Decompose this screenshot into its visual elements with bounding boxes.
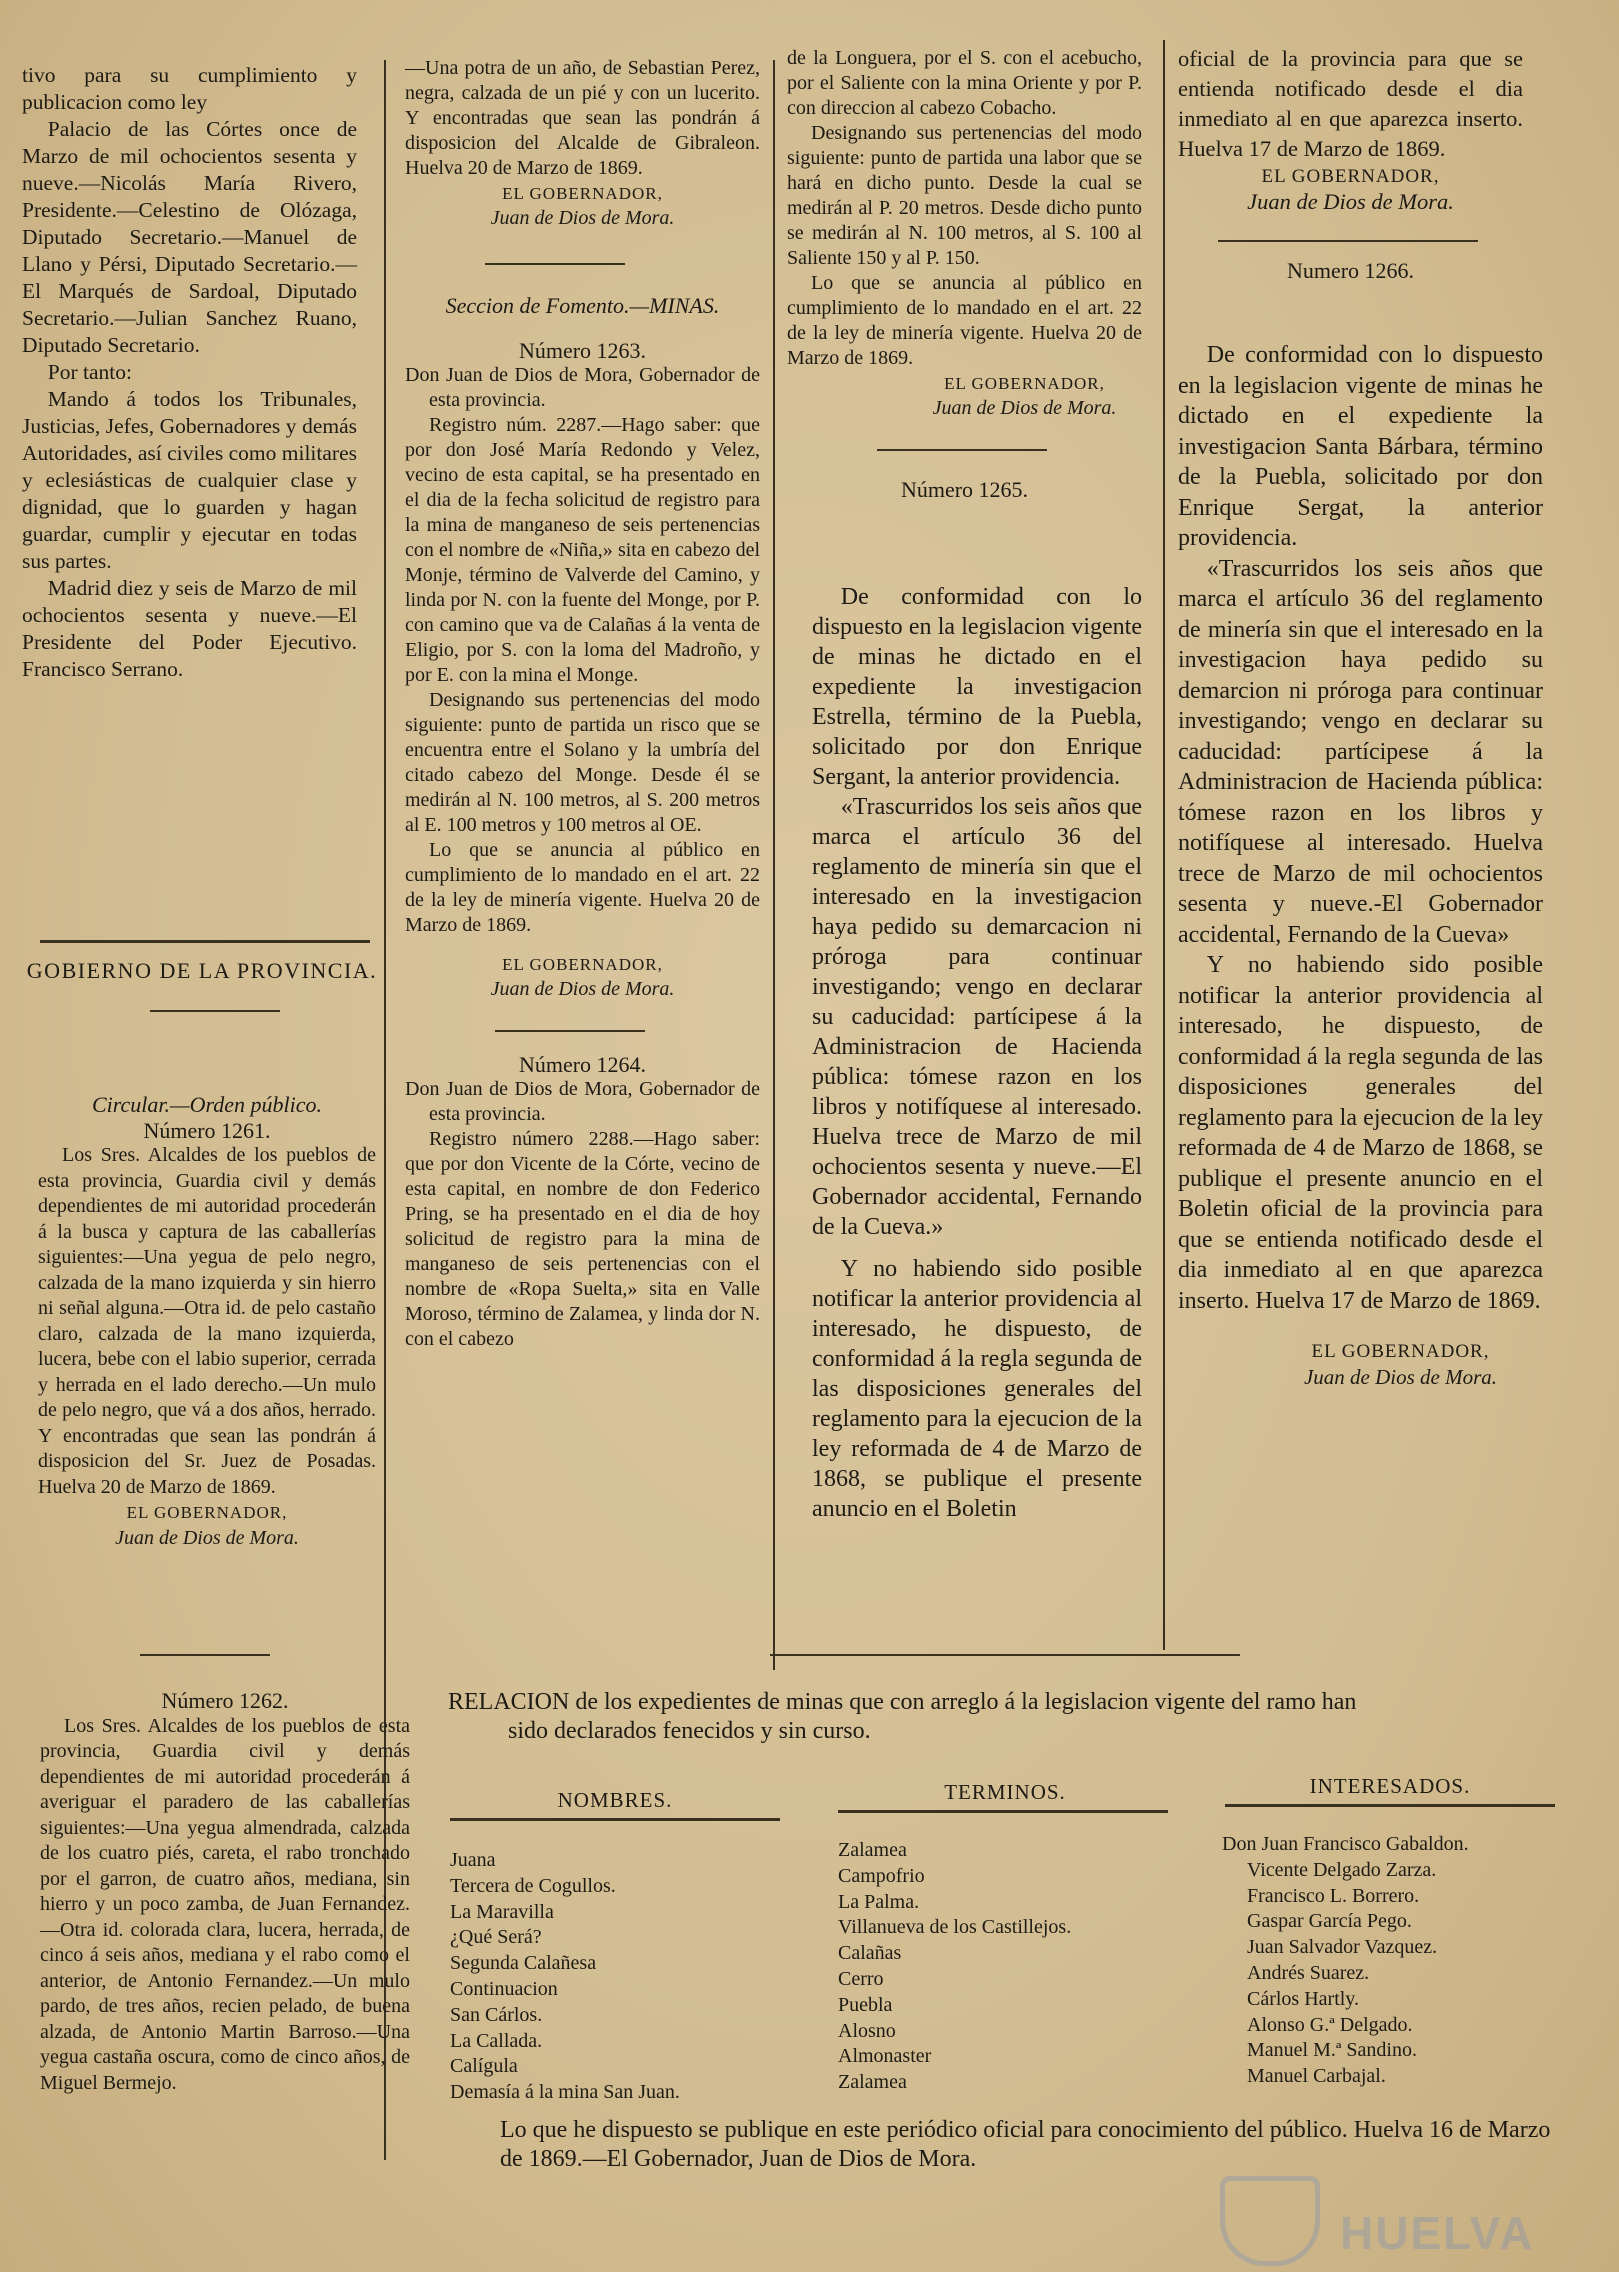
paragraph: «Trascurridos los seis años que marca el artículo 36 del reglamento de minería sin que el interesado en la investigacion haya pedido su demarcion ni próroga para continuar investigando; vengo en declarar su caducidad: partícipese á la Administracion de Hacienda pública: tómese razon en los libros y notifíquese al interesado. Huelva trece de Marzo de mil ochocientos sesenta y nueve.-El Gobernador accidental, Fernando de la Cueva» xyxy=(1178,555,1543,948)
notice-1266 xyxy=(1178,340,1543,1390)
paragraph: De conformidad con lo dispuesto en la legislacion vigente de minas he dictado en el expediente la investigacion Estrella, término de la Puebla, solicitado por don Enrique Sergant, la anterior providencia. xyxy=(812,584,1142,790)
section-title: GOBIERNO DE LA PROVINCIA. xyxy=(26,958,378,983)
list-item: San Cárlos. xyxy=(450,2003,543,2026)
divider xyxy=(450,1818,780,1821)
paragraph: —Una potra de un año, de Sebastian Perez, negra, calzada de un pié y con un lucerito. Y encontradas que sean las pondrán á disposicion del Alcalde de Gibraleon. Huelva 20 de Marzo de 1869. xyxy=(405,57,760,179)
table-header-interesados: INTERESADOS. xyxy=(1309,1774,1471,1798)
column-2 xyxy=(405,56,760,1352)
notice-1265 xyxy=(812,582,1142,1524)
list-item: Cárlos Hartly. xyxy=(1247,1987,1360,2010)
paragraph: Mando á todos los Tribunales, Justicias, Jefes, Gobernadores y demás Autoridades, así civiles como militares y eclesiásticas de cualquier clase y dignidad, que lo guarden y hagan guardar, cumplir y ejecutar en todas sus partes. xyxy=(22,387,357,573)
divider xyxy=(495,1030,645,1032)
list-item: La Maravilla xyxy=(450,1900,554,1923)
paragraph: Madrid diez y seis de Marzo de mil ochocientos sesenta y nueve.—El Presidente del Poder Ejecutivo. Francisco Serrano. xyxy=(22,576,357,681)
paragraph: oficial de la provincia para que se entienda notificado desde el dia inmediato al en que aparezca inserto. Huelva 17 de Marzo de 1869. xyxy=(1178,46,1523,161)
table-header-nombres: NOMBRES. xyxy=(557,1788,673,1812)
list-item: Continuacion xyxy=(450,1977,558,2000)
list-item: Campofrio xyxy=(838,1864,925,1887)
notice-intro: Don Juan de Dios de Mora, Gobernador de esta provincia. xyxy=(405,1078,760,1125)
paragraph: tivo para su cumplimiento y publicacion como ley xyxy=(22,63,357,114)
divider xyxy=(770,1654,1240,1656)
signature-title: EL GOBERNADOR, xyxy=(502,955,663,974)
notice-1261 xyxy=(38,1092,376,1551)
list-item: Segunda Calañesa xyxy=(450,1952,597,1975)
list-item: Cerro xyxy=(838,1967,884,1990)
list-item: Alosno xyxy=(838,2019,896,2042)
paragraph: Por tanto: xyxy=(47,360,133,384)
paragraph: Lo que se anuncia al público en cumplimiento de lo mandado en el art. 22 de la ley de minería vigente. Huelva 20 de Marzo de 1869. xyxy=(787,272,1142,369)
section-title: Seccion de Fomento.—MINAS. xyxy=(445,293,720,318)
divider xyxy=(485,263,625,265)
signature-name: Juan de Dios de Mora. xyxy=(1303,1365,1498,1389)
list-item: La Callada. xyxy=(450,2029,543,2052)
notice-number: Número 1261. xyxy=(143,1117,271,1143)
interesados-list xyxy=(1222,1832,1562,2090)
signature-title: EL GOBERNADOR, xyxy=(1311,1341,1490,1362)
signature-title: EL GOBERNADOR, xyxy=(126,1503,288,1522)
signature-name: Juan de Dios de Mora. xyxy=(1247,189,1454,214)
list-item: Puebla xyxy=(838,1993,893,2016)
column-rule xyxy=(1163,40,1165,1650)
list-item: Calígula xyxy=(450,2055,518,2078)
paragraph: de la Longuera, por el S. con el acebucho, por el Saliente con la mina Oriente y por P. con direccion al cabezo Cobacho. xyxy=(787,47,1142,119)
signature-name: Juan de Dios de Mora. xyxy=(490,978,675,1000)
signature-name: Juan de Dios de Mora. xyxy=(932,397,1117,419)
notice-text: Los Sres. Alcaldes de los pueblos de esta provincia, Guardia civil y demás dependientes de mi autoridad procederán á la busca y captura de las caballerías siguientes:—Una yegua de pelo negro, calzada de la mano izquierda y sin hierro ni señal alguna.—Otra id. de pelo castaño claro, calzada de la mano izquierda, lucera, bebe con el labio superior, cerrada y herrada en el lado derecho.—Un mulo de pelo negro, que vá a dos años, herrado. Y encontradas que sean las pondrán á disposicion del Sr. Juez de Posadas. Huelva 20 de Marzo de 1869. xyxy=(38,1144,376,1498)
divider xyxy=(877,449,1047,451)
notice-text: Lo que se anuncia al público en cumplimiento de lo mandado en el art. 22 de la ley de minería vigente. Huelva 20 de Marzo de 1869. xyxy=(405,839,760,936)
divider xyxy=(140,1654,270,1656)
notice-subtitle: Circular.—Orden público. xyxy=(92,1092,322,1117)
shield-icon xyxy=(1220,2176,1320,2266)
relacion-title-cont: sido declarados fenecidos y sin curso. xyxy=(508,1718,871,1744)
list-item: ¿Qué Será? xyxy=(450,1926,542,1949)
watermark-text: HUELVA xyxy=(1340,2207,1535,2259)
library-watermark xyxy=(1210,2170,1580,2260)
signature-title: EL GOBERNADOR, xyxy=(944,374,1105,393)
list-item: Almonaster xyxy=(838,2045,932,2068)
table-header-terminos: TERMINOS. xyxy=(944,1780,1066,1804)
list-item: Calañas xyxy=(838,1942,902,1965)
list-item: Don Juan Francisco Gabaldon. xyxy=(1222,1833,1469,1855)
column-1 xyxy=(22,62,357,683)
divider xyxy=(150,1010,280,1012)
list-item: Gaspar García Pego. xyxy=(1247,1910,1412,1933)
notice-1262 xyxy=(40,1688,410,2096)
paragraph: «Trascurridos los seis años que marca el artículo 36 del reglamento de minería sin que el interesado en la investigacion haya pedido su demarcacion ni próroga para continuar investigando; vengo en declarar su caducidad: partícipese á la Administracion de Hacienda pública: tómese razon en los libros y notifíquese al interesado. Huelva trece de Marzo de mil ochocientos sesenta y nueve.—El Gobernador accidental, Fernando de la Cueva.» xyxy=(812,794,1142,1240)
divider xyxy=(40,940,370,943)
list-item: La Palma. xyxy=(838,1890,920,1913)
signature-title: EL GOBERNADOR, xyxy=(1261,166,1440,187)
list-item: Zalamea xyxy=(838,2071,907,2094)
paragraph: Palacio de las Córtes once de Marzo de mil ochocientos sesenta y nueve.—Nicolás María Rivero, Presidente.—Celestino de Olózaga, Diputado Secretario.—Manuel de Llano y Pérsi, Diputado Secretario.—El Marqués de Sardoal, Diputado Secretario.—Julian Sanchez Ruano, Diputado Secretario. xyxy=(22,117,357,357)
notice-text: Registro núm. 2287.—Hago saber: que por don José María Redondo y Velez, vecino de esta capital, se ha presentado en el dia de la fecha solicitud de registro para la mina de manganeso de seis pertenencias con el nombre de «Niña,» sita en cabezo del Monje, término de Valverde del Camino, y linda por N. con la fuente del Monge, por P. con camino que va de Calañas á la venta de Eligio, por S. con la loma del Madroño, y por E. con la mina el Monge. xyxy=(405,414,760,686)
paragraph: Y no habiendo sido posible notificar la anterior providencia al interesado, he dispuesto, de conformidad á la regla segunda de las disposiciones generales del reglamento para la ejecucion de la ley reformada de 4 de Marzo de 1868, se publique el presente anuncio en el Boletin xyxy=(812,1256,1142,1522)
paragraph: Y no habiendo sido posible notificar la anterior providencia al interesado, he dispuesto, de conformidad á la regla segunda de las disposiciones generales del reglamento para la ejecucion de la ley reformada de 4 de Marzo de 1868, se publique el presente anuncio en el Boletin oficial de la provincia para que se entienda notificado desde el dia inmediato al en que aparezca inserto. Huelva 17 de Marzo de 1869. xyxy=(1178,952,1543,1314)
notice-text: Designando sus pertenencias del modo siguiente: punto de partida un risco que se encuentra entre el Solano y la umbría del citado cabezo del Monge. Desde él se medirán al N. 100 metros, al S. 200 metros al E. 100 metros y 100 metros al OE. xyxy=(405,689,760,836)
paragraph: De conformidad con lo dispuesto en la legislacion vigente de minas he dictado en el expediente la investigacion Santa Bárbara, término de la Puebla, solicitado por don Enrique Sergat, la anterior providencia. xyxy=(1178,342,1543,551)
column-3 xyxy=(787,46,1142,502)
paragraph: Designando sus pertenencias del modo siguiente: punto de partida una labor que se hará en dicho punto. Desde la cual se medirán al P. 20 metros. Desde dicho punto se medirán al N. 100 metros, al S. 100 al Saliente 150 y al P. 150. xyxy=(787,122,1142,269)
list-item: Francisco L. Borrero. xyxy=(1247,1884,1420,1907)
notice-number: Número 1263. xyxy=(518,338,647,363)
list-item: Manuel M.ª Sandino. xyxy=(1247,2039,1417,2062)
closing-paragraph: Lo que he dispuesto se publique en este periódico oficial para conocimiento del público. Huelva 16 de Marzo de 1869.—El Gobernador, Juan de Dios de Mora. xyxy=(500,2117,1551,2172)
list-item: Tercera de Cogullos. xyxy=(450,1874,616,1897)
column-rule xyxy=(773,60,775,1670)
list-item: Alonso G.ª Delgado. xyxy=(1247,2013,1413,2036)
notice-number: Número 1262. xyxy=(161,1688,289,1713)
divider xyxy=(838,1810,1168,1813)
notice-number: Número 1265. xyxy=(900,477,1029,502)
signature-name: Juan de Dios de Mora. xyxy=(490,207,675,229)
signature-name: Juan de Dios de Mora. xyxy=(115,1526,299,1549)
column-4 xyxy=(1178,44,1523,286)
relacion-title: RELACION de los expedientes de minas que con arreglo á la legislacion vigente del ramo han xyxy=(448,1689,1357,1715)
notice-intro: Don Juan de Dios de Mora, Gobernador de esta provincia. xyxy=(405,364,760,411)
nombres-list xyxy=(450,1848,780,2106)
divider xyxy=(1218,240,1478,242)
notice-number: Número 1264. xyxy=(518,1052,647,1077)
list-item: Andrés Suarez. xyxy=(1247,1961,1370,1984)
list-item: Juan Salvador Vazquez. xyxy=(1247,1936,1438,1959)
signature-title: EL GOBERNADOR, xyxy=(502,184,663,203)
terminos-list xyxy=(838,1838,1168,2096)
list-item: Villanueva de los Castillejos. xyxy=(838,1916,1072,1939)
notice-text: Los Sres. Alcaldes de los pueblos de esta provincia, Guardia civil y demás dependientes de mi autoridad procederán á averiguar el paradero de las caballerías siguientes:—Una yegua almendrada, calzada de los cuatro piés, careta, el rabo tronchado por el garron, de cuatro años, mediana, sin hierro y un poco zamba, de Juan Fernandez.—Otra id. colorada clara, lucera, herrada, de cinco á seis años, mediana y el rabo como el anterior, de Antonio Fernandez.—Un mulo pardo, de tres años, recien pelado, de buena alzada, de Antonio Martin Barroso.—Una yegua castaña oscura, como de cinco años, de Miguel Bermejo. xyxy=(40,1714,410,2094)
relacion-heading xyxy=(448,1688,1548,1746)
list-item: Manuel Carbajal. xyxy=(1247,2065,1386,2088)
list-item: Demasía á la mina San Juan. xyxy=(450,2081,680,2104)
list-item: Juana xyxy=(450,1849,496,1871)
list-item: Vicente Delgado Zarza. xyxy=(1247,1858,1437,1881)
divider xyxy=(1225,1804,1555,1807)
notice-text: Registro número 2288.—Hago saber: que por don Vicente de la Córte, vecino de esta capital, en nombre de don Federico Pring, se ha presentado en el dia de hoy solicitud de registro para la mina de manganeso de seis pertenencias con el nombre de «Ropa Suelta,» sita en Valle Moroso, término de Zalamea, y linda dor N. con el cabezo xyxy=(405,1128,760,1350)
list-item: Zalamea xyxy=(838,1839,907,1861)
notice-number: Numero 1266. xyxy=(1286,258,1415,283)
